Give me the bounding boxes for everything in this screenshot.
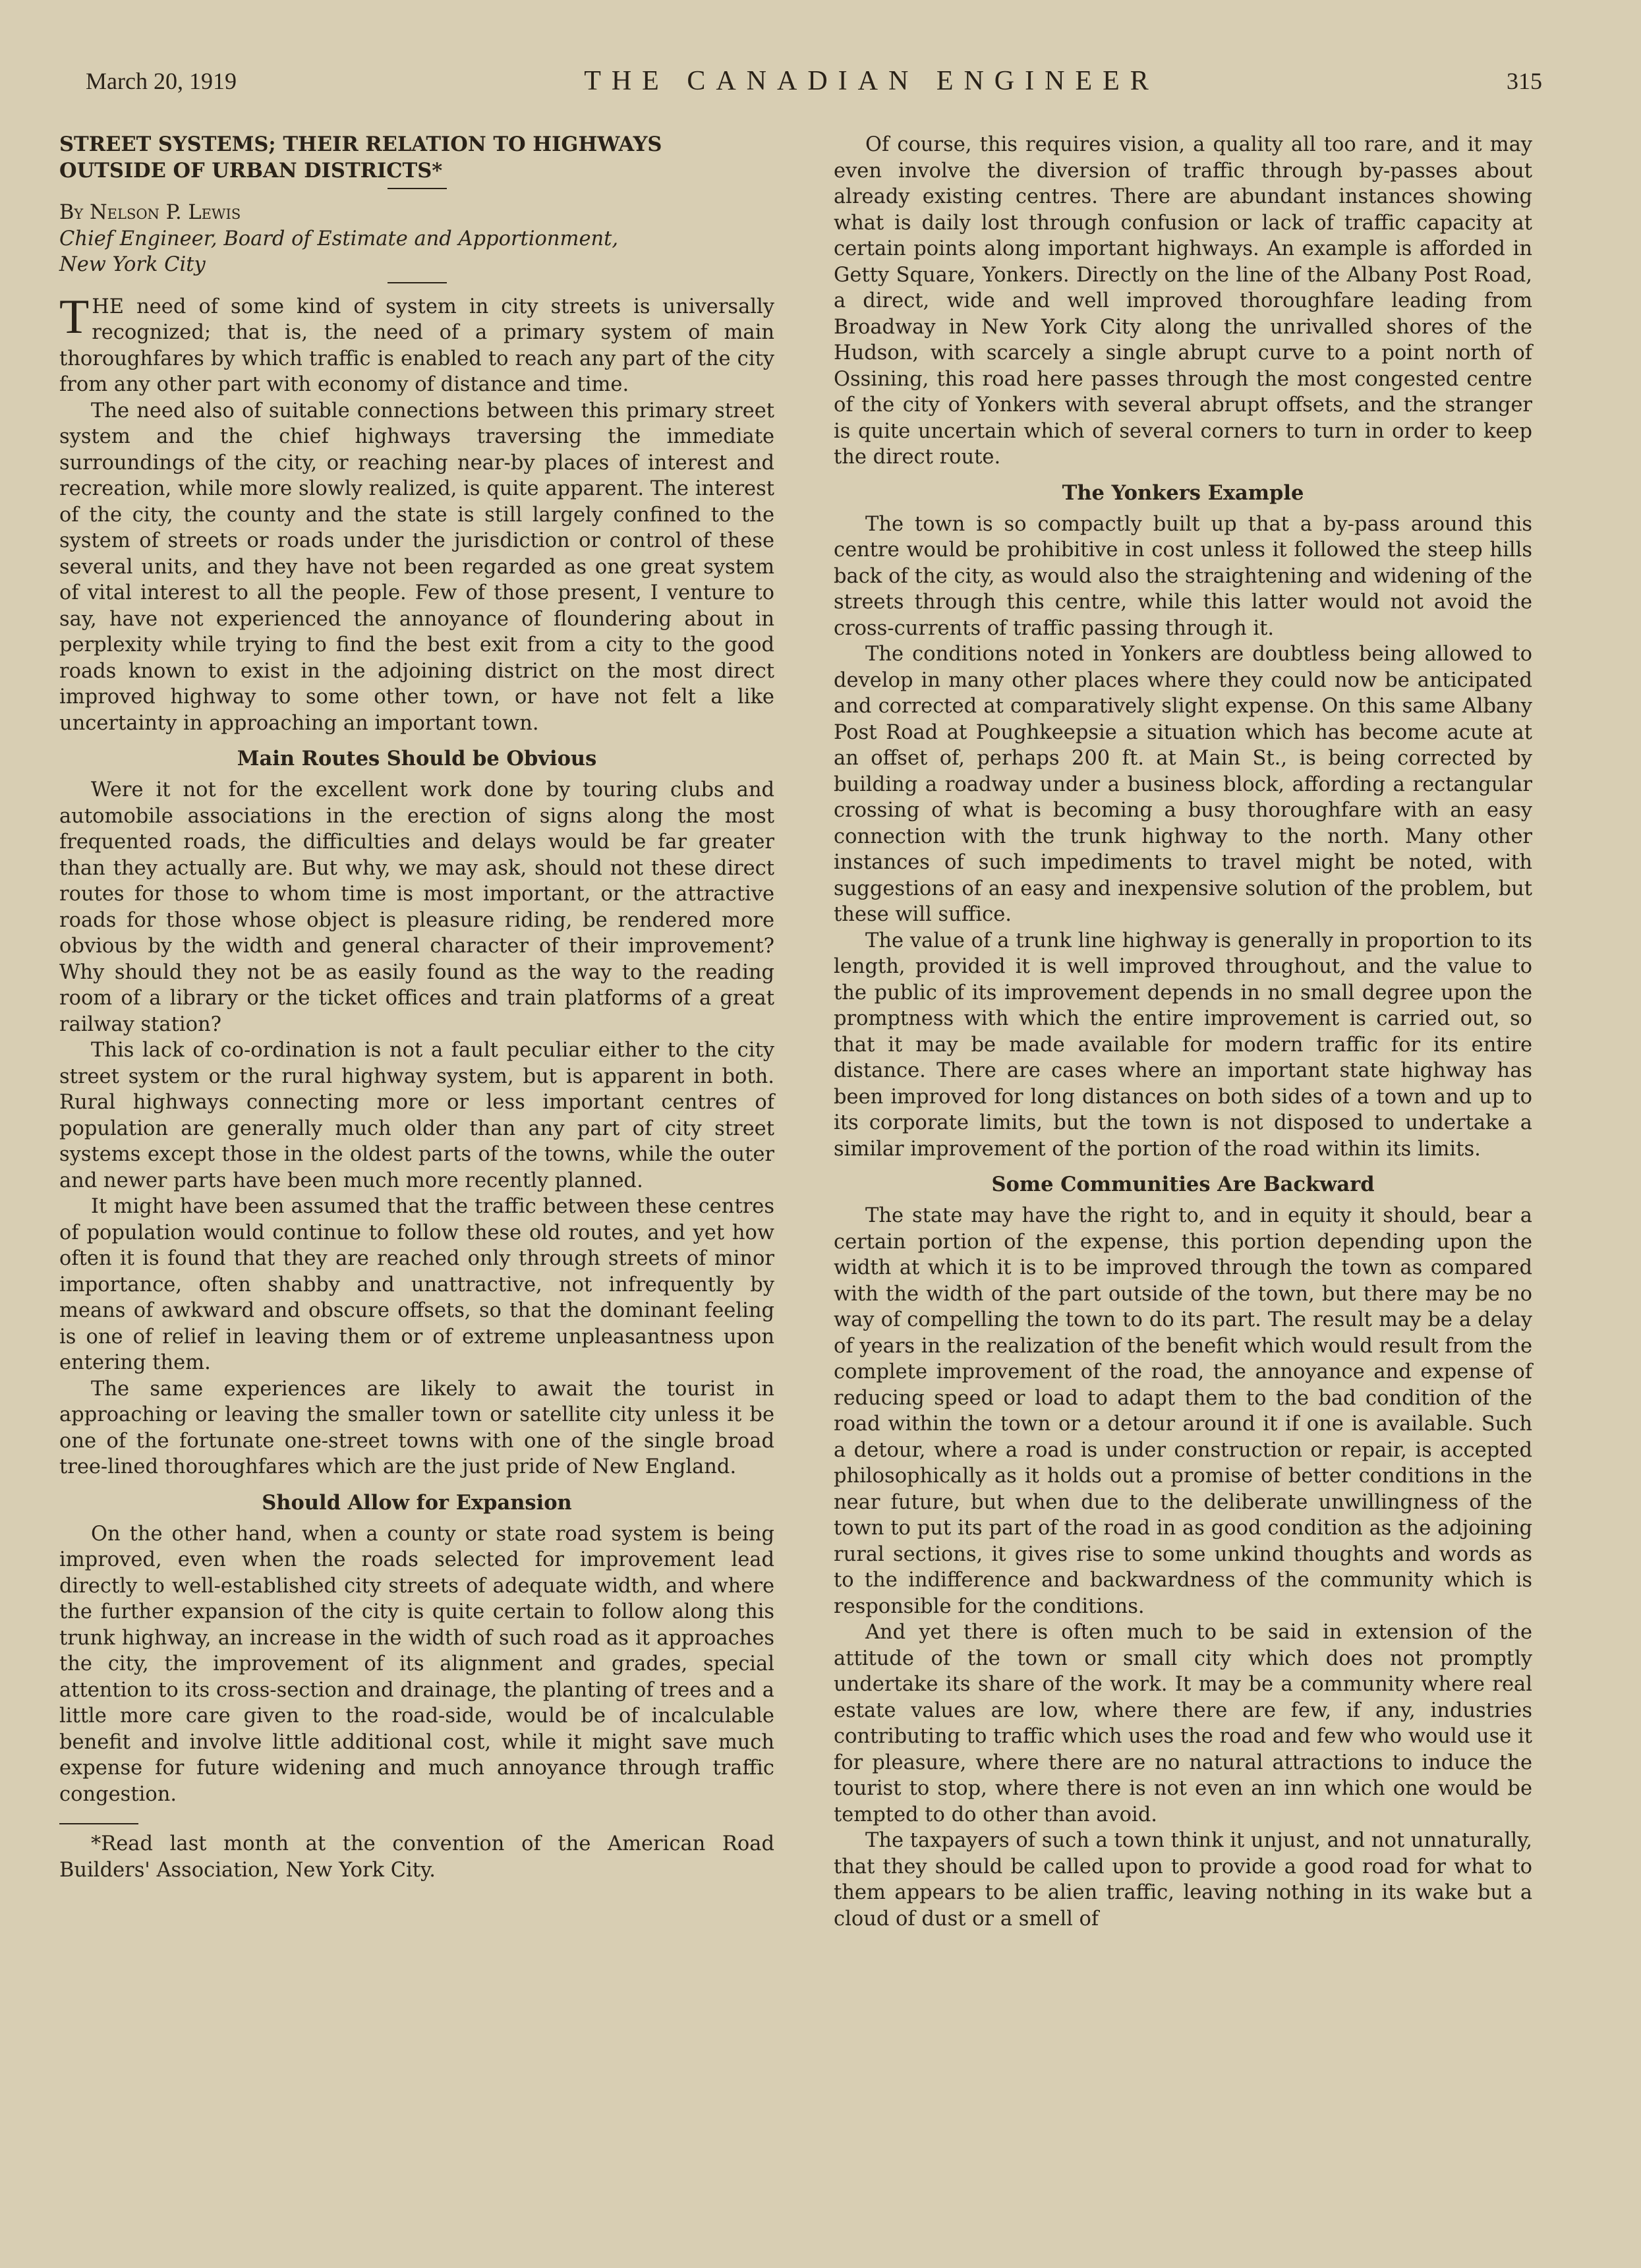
paragraph-2: The need also of suitable connections between this primary street system and the chief highways traversing the immediate surroundings of the city, or reaching near-by places of interest and recreation, while more slowly realized, is quite apparent. The interest of the city, the county and the state is still largely confined to the system of streets or roads under the jurisdiction or control of these several units, and they have not been regarded as one great system of vital interest to all the people. Few of those present, I venture to say, have not experienced the annoyance of floundering about in perplexity while trying to find the best exit from a city to the good roads known to exist in the adjoining district on the most direct improved highway to some other town, or have not felt a like uncertainty in approaching an important town.: [59, 399, 774, 735]
page-number: 315: [1507, 68, 1542, 94]
subhead-yonkers: The Yonkers Example: [1062, 480, 1304, 505]
drop-cap: T: [59, 289, 90, 344]
paragraph-r2: The town is so compactly built up that a by-pass around this centre would be prohibitive in cost unless it followed the steep hills back of the city, as would also the straightening and widening of the streets through this centre, while this latter would not avoid the cross-currents of traffic passing through it.: [834, 512, 1532, 640]
footnote-rule: [59, 1823, 138, 1824]
subhead-backward: Some Communities Are Backward: [991, 1173, 1375, 1196]
byline: [59, 200, 774, 226]
article-title: [59, 132, 774, 184]
paragraph-r6: And yet there is often much to be said in extension of the attitude of the town or small city which does not promptly undertake its share of the work. It may be a community where real estate values are low, where there are few, if any, industries contributing to traffic which uses the road and few who would use it for pleasure, where there are no natural attractions to induce the tourist to stop, where there is not even an inn which one would be tempted to do other than avoid.: [834, 1621, 1532, 1826]
paragraph-r5: The state may have the right to, and in equity it should, bear a certain portion of the expense, this portion depending upon the width at which it is to be improved through the town as compared with the width of the part outside of the town, but there may be no way of compelling the town to do its part. The result may be a delay of years in the realization of the benefit which would result from the complete improvement of the road, the annoyance and expense of reducing speed or load to adapt them to the bad condition of the road within the town or a detour around it if one is available. Such a detour, where a road is under construction or repair, is accepted philosophically as it holds out a promise of better conditions in the near future, but when due to the deliberate unwillingness of the town to put its part of the road in as good condition as the adjoining rural sections, it gives rise to some unkind thoughts and words as to the indifference and backwardness of the community which is responsible for the conditions.: [834, 1204, 1532, 1618]
affiliation-line1: Chief Engineer, Board of Estimate and Apportionment,: [59, 227, 619, 250]
byline-prefix: By: [59, 201, 84, 224]
paragraph-1-text: HE need of some kind of system in city streets is universally recognized; that is, the need of a primary system of main thoroughfares by which traffic is enabled to reach any part of the city from any other part with economy of distance and time.: [59, 295, 774, 396]
page-header: [86, 58, 1542, 104]
paragraph-6: The same experiences are likely to await the tourist in approaching or leaving the smaller town or satellite city unless it be one of the fortunate one-street towns with one of the single broad tree-lined thoroughfares which are the just pride of New England.: [59, 1377, 774, 1478]
subhead-main-routes: Main Routes Should be Obvious: [237, 747, 597, 771]
paragraph-7: On the other hand, when a county or state road system is being improved, even when the roads selected for improvement lead directly to well-established city streets of adequate width, and where the further expansion of the city is quite certain to follow along this trunk highway, an increase in the width of such road as it approaches the city, the improvement of its alignment and grades, special attention to its cross-section and drainage, the planting of trees and a little more care given to the road-side, would be of incalculable benefit and involve little additional cost, while it might save much expense for future widening and much annoyance through traffic congestion.: [59, 1522, 774, 1806]
right-column: [834, 132, 1532, 1932]
byline-rule: [388, 282, 447, 283]
paragraph-1: [59, 289, 774, 398]
paragraph-r4: The value of a trunk line highway is generally in proportion to its length, provided it is well improved throughout, and the value to the public of its improvement depends in no small degree upon the promptness with which the entire improvement is carried out, so that it may be made available for modern traffic for its entire distance. There are cases where an important state highway has been improved for long distances on both sides of a town and up to its corporate limits, but the town is not disposed to undertake a similar improvement of the portion of the road within its limits.: [834, 929, 1532, 1161]
paragraph-r1: Of course, this requires vision, a quality all too rare, and it may even involve the diversion of traffic through by-passes about already existing centres. There are abundant instances showing what is daily lost through confusion or lack of traffic capacity at certain points along important highways. An example is afforded in Getty Square, Yonkers. Directly on the line of the Albany Post Road, a direct, wide and well improved thoroughfare leading from Broadway in New York City along the unrivalled shores of the Hudson, with scarcely a single abrupt curve to a point north of Ossining, this road here passes through the most congested centre of the city of Yonkers with several abrupt offsets, and the stranger is quite uncertain which of several corners to turn in order to keep the direct route.: [834, 133, 1532, 469]
footnote: *Read last month at the convention of the American Road Builders' Association, New York City.: [59, 1832, 774, 1882]
issue-date: March 20, 1919: [86, 68, 237, 94]
author-name: Nelson P. Lewis: [89, 201, 241, 224]
paragraph-5: It might have been assumed that the traffic between these centres of population would continue to follow these old routes, and yet how often it is found that they are reached only through streets of minor importance, often shabby and unattractive, not infrequently by means of awkward and obscure offsets, so that the dominant feeling is one of relief in leaving them or of extreme unpleasantness upon entering them.: [59, 1195, 774, 1374]
paragraph-r7: The taxpayers of such a town think it unjust, and not unnaturally, that they should be called upon to provide a good road for what to them appears to be alien traffic, leaving nothing in its wake but a cloud of dust or a smell of: [834, 1829, 1532, 1931]
subhead-expansion: Should Allow for Expansion: [262, 1490, 572, 1515]
left-column: [59, 132, 774, 1883]
author-affiliation: [59, 226, 774, 278]
paragraph-4: This lack of co-ordination is not a fault peculiar either to the city street system or the rural highway system, but is apparent in both. Rural highways connecting more or less important centres of population are generally much older than any part of city street systems except those in the oldest parts of the towns, while the outer and newer parts have been much more recently planned.: [59, 1039, 774, 1192]
paragraph-r3: The conditions noted in Yonkers are doubtless being allowed to develop in many other places where they could now be anticipated and corrected at comparatively slight expense. On this same Albany Post Road at Poughkeepsie a situation which has become acute at an offset of, perhaps 200 ft. at Main St., is being corrected by building a roadway under a business block, affording a rectangular crossing of what is becoming a busy thoroughfare with an easy connection with the trunk highway to the north. Many other instances of such impediments to travel might be noted, with suggestions of an easy and inexpensive solution of the problem, but these will suffice.: [834, 643, 1532, 926]
title-rule: [388, 188, 447, 189]
paragraph-3: Were it not for the excellent work done by touring clubs and automobile associations in the erection of signs along the most frequented roads, the difficulties and delays would be far greater than they actually are. But why, we may ask, should not these direct routes for those to whom time is most important, or the attractive roads for those whose object is pleasure riding, be rendered more obvious by the width and general character of their improvement? Why should they not be as easily found as the way to the reading room of a library or the ticket offices and train platforms of a great railway station?: [59, 778, 774, 1036]
article-title-line2: OUTSIDE OF URBAN DISTRICTS*: [59, 158, 443, 183]
affiliation-line2: New York City: [59, 253, 206, 276]
article-title-line1: STREET SYSTEMS; THEIR RELATION TO HIGHWAYS: [59, 132, 662, 156]
journal-title: THE CANADIAN ENGINEER: [584, 66, 1159, 96]
